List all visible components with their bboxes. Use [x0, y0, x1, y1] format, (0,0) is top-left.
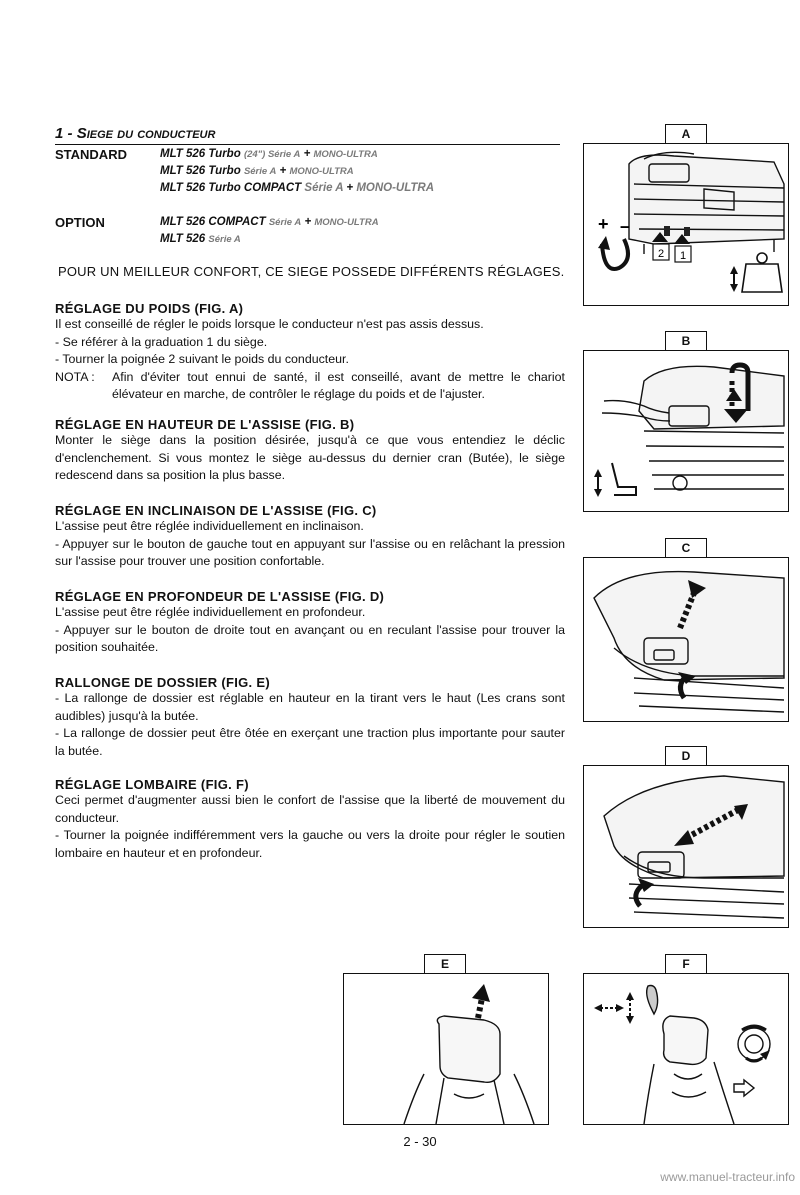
- figure-b-tab: B: [665, 331, 707, 350]
- heading-hauteur: RÉGLAGE EN HAUTEUR DE L'ASSISE (FIG. B): [55, 417, 355, 432]
- model-pack: MONO-ULTRA: [356, 182, 435, 194]
- model-plus: +: [304, 216, 312, 228]
- figure-b: [583, 350, 789, 512]
- paragraph-line: - Appuyer sur le bouton de gauche tout en appuyant sur l'assise ou en relâchant la pression sur l'assise pour trouver une position confortable.: [55, 536, 565, 568]
- figure-d-tab: D: [665, 746, 707, 765]
- section-profondeur: [55, 589, 565, 657]
- seat-weight-illustration: [584, 144, 788, 305]
- standard-model-row: [160, 180, 434, 197]
- section-dossier: [55, 675, 565, 760]
- paragraph-line: - La rallonge de dossier peut être ôtée en exerçant une traction plus importante pour sauter la butée.: [55, 726, 565, 758]
- standard-models: [160, 146, 434, 197]
- model-variant: Série A: [243, 166, 277, 177]
- paragraph-line: - Se référer à la graduation 1 du siège.: [55, 334, 268, 349]
- figure-f: [583, 973, 789, 1125]
- figure-c-tab: C: [665, 538, 707, 557]
- lumbar-support-illustration: [584, 974, 788, 1124]
- four-way-arrow-icon: [594, 992, 634, 1024]
- section-title: [55, 125, 560, 145]
- watermark: www.manuel-tracteur.info: [660, 1170, 795, 1184]
- figure-d: [583, 765, 789, 928]
- heading-profondeur: RÉGLAGE EN PROFONDEUR DE L'ASSISE (FIG. D): [55, 589, 385, 604]
- model-name: MLT 526: [160, 233, 206, 245]
- page-number: 2 - 30: [403, 1134, 437, 1149]
- callout-1: 1: [680, 250, 687, 262]
- section-poids: [55, 301, 565, 404]
- seat-height-illustration: [584, 351, 788, 511]
- option-model-row: [160, 214, 379, 231]
- model-pack: MONO-ULTRA: [289, 166, 354, 177]
- section-hauteur: [55, 417, 565, 485]
- model-pack: MONO-ULTRA: [313, 149, 378, 160]
- body-lombaire: [55, 792, 565, 862]
- body-inclinaison: [55, 518, 565, 571]
- figure-c: [583, 557, 789, 722]
- seat-depth-illustration: [584, 766, 788, 927]
- figure-e-tab: E: [424, 954, 466, 973]
- backrest-extension-illustration: [344, 974, 548, 1124]
- figure-f-tab: F: [665, 954, 707, 973]
- model-variant: (24") Série A: [243, 149, 301, 160]
- minus-sign: –: [620, 216, 631, 236]
- body-profondeur: [55, 604, 565, 657]
- heading-lombaire: RÉGLAGE LOMBAIRE (FIG. F): [55, 777, 249, 792]
- standard-model-row: [160, 163, 434, 180]
- model-name: MLT 526 Turbo: [160, 165, 241, 177]
- intro-text: POUR UN MEILLEUR CONFORT, CE SIEGE POSSEDE DIFFÉRENTS RÉGLAGES.: [58, 264, 565, 279]
- weight-icon: [730, 253, 782, 292]
- model-pack: MONO-ULTRA: [314, 217, 379, 228]
- body-poids: [55, 316, 565, 404]
- paragraph-line: - La rallonge de dossier est réglable en hauteur en la tirant vers le haut (Les crans sont audibles) jusqu'à la butée.: [55, 691, 565, 723]
- figure-a-tab: A: [665, 124, 707, 143]
- nota: [55, 369, 565, 404]
- model-name: MLT 526 COMPACT: [160, 216, 266, 228]
- heading-inclinaison: RÉGLAGE EN INCLINAISON DE L'ASSISE (FIG. C): [55, 503, 377, 518]
- seat-height-icon: [594, 463, 636, 497]
- option-model-row: [160, 231, 379, 248]
- model-variant: Série A: [268, 217, 302, 228]
- model-variant: Série A: [208, 234, 241, 245]
- section-title-text: Siege du conducteur: [76, 125, 216, 142]
- paragraph-line: L'assise peut être réglée individuellement en inclinaison.: [55, 519, 364, 533]
- section-lombaire: [55, 777, 565, 862]
- paragraph-line: Ceci permet d'augmenter aussi bien le confort de l'assise que la liberté de mouvement du conducteur.: [55, 793, 565, 825]
- model-name: MLT 526 Turbo COMPACT: [160, 182, 302, 194]
- section-inclinaison: [55, 503, 565, 571]
- option-label: OPTION: [55, 215, 105, 230]
- figure-a: [583, 143, 789, 306]
- paragraph-line: Il est conseillé de régler le poids lorsque le conducteur n'est pas assis dessus.: [55, 317, 484, 331]
- nota-label: NOTA :: [55, 369, 95, 384]
- nota-text: Afin d'éviter tout ennui de santé, il est conseillé, avant de mettre le chariot élévateur en marche, de contrôler le réglage du poids et de l'ajuster.: [112, 369, 565, 401]
- paragraph-line: - Tourner la poignée indifféremment vers la gauche ou vers la droite pour régler le soutien lombaire en hauteur et en profondeur.: [55, 828, 565, 860]
- model-plus: +: [346, 182, 354, 194]
- heading-poids: RÉGLAGE DU POIDS (FIG. A): [55, 301, 244, 316]
- plus-sign: +: [598, 214, 609, 234]
- callout-2: 2: [658, 248, 665, 260]
- standard-model-row: [160, 146, 434, 163]
- standard-label: STANDARD: [55, 147, 127, 162]
- paragraph-line: - Appuyer sur le bouton de droite tout en avançant ou en reculant l'assise pour trouver la position souhaitée.: [55, 622, 565, 654]
- model-plus: +: [303, 148, 311, 160]
- body-dossier: [55, 690, 565, 760]
- seat-tilt-illustration: [584, 558, 788, 721]
- rotate-knob-icon: [742, 1026, 770, 1061]
- figure-e: [343, 973, 549, 1125]
- model-name: MLT 526 Turbo: [160, 148, 241, 160]
- pull-up-arrow-icon: [472, 984, 490, 1018]
- model-plus: +: [279, 165, 287, 177]
- model-variant: Série A: [304, 182, 344, 194]
- option-models: [160, 214, 379, 248]
- heading-dossier: RALLONGE DE DOSSIER (FIG. E): [55, 675, 270, 690]
- section-number: 1 -: [55, 125, 77, 142]
- paragraph-line: L'assise peut être réglée individuellement en profondeur.: [55, 605, 366, 619]
- body-hauteur: Monter le siège dans la position désirée, jusqu'à ce que vous entendiez le déclic d'enclenchement. Si vous montez le siège au-dessus du dernier cran (Butée), le siège redescend dans sa position la plus basse.: [55, 433, 565, 482]
- paragraph-line: - Tourner la poignée 2 suivant le poids du conducteur.: [55, 352, 349, 366]
